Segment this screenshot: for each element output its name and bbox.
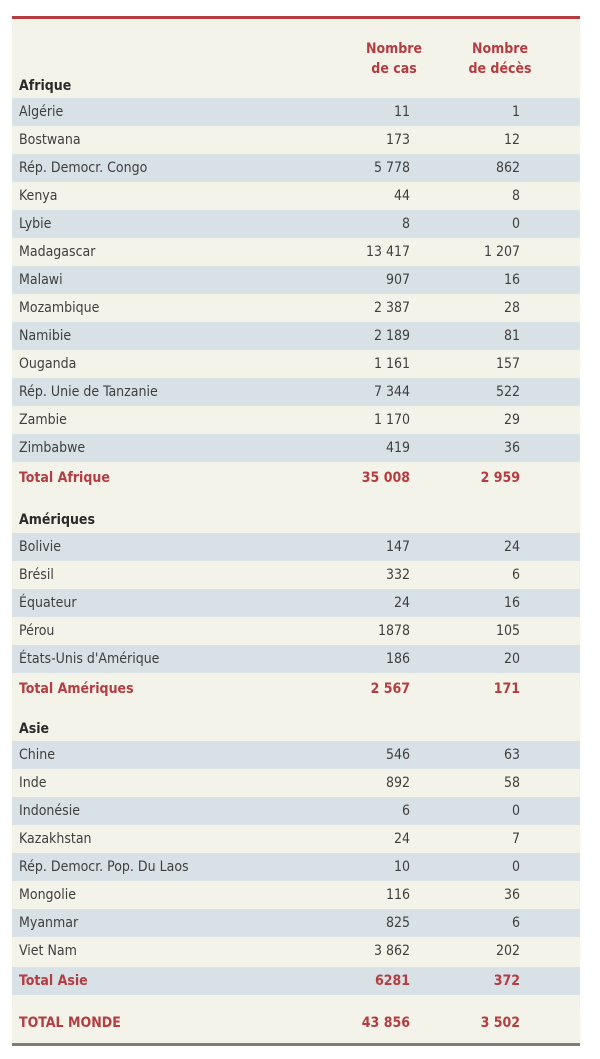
region-total-cases: 6281 — [374, 973, 410, 989]
deaths-value: 6 — [511, 567, 520, 583]
country-name: Zimbabwe — [19, 440, 86, 456]
deaths-value: 20 — [503, 651, 520, 667]
region-total-deaths: 171 — [493, 681, 520, 697]
table-row — [12, 98, 580, 126]
cases-value: 7 344 — [373, 384, 410, 400]
deaths-value: 1 207 — [483, 244, 520, 260]
region-heading: Amériques — [19, 512, 95, 528]
country-name: Myanmar — [19, 915, 79, 931]
deaths-value: 6 — [511, 915, 520, 931]
country-name: États-Unis d'Amérique — [19, 651, 160, 667]
deaths-value: 1 — [511, 104, 520, 120]
region-total-row — [12, 967, 580, 995]
cases-value: 1 170 — [373, 412, 410, 428]
grand-total-cases: 43 856 — [361, 1015, 410, 1031]
deaths-value: 24 — [503, 539, 520, 555]
country-name: Ouganda — [19, 356, 77, 372]
region-total-deaths: 372 — [493, 973, 520, 989]
country-name: Rép. Democr. Congo — [19, 160, 148, 176]
region-total-label: Total Afrique — [19, 470, 110, 486]
country-name: Rép. Democr. Pop. Du Laos — [19, 859, 189, 875]
country-name: Lybie — [19, 216, 52, 232]
deaths-value: 81 — [503, 328, 520, 344]
table-row — [12, 378, 580, 406]
country-name: Inde — [19, 775, 47, 791]
cases-value: 419 — [385, 440, 410, 456]
table-row — [12, 182, 580, 210]
region-total-label: Total Amériques — [19, 681, 134, 697]
table-row — [12, 741, 580, 769]
cases-value: 147 — [385, 539, 410, 555]
table-row — [12, 210, 580, 238]
country-name: Kenya — [19, 188, 58, 204]
table-row — [12, 533, 580, 561]
deaths-value: 12 — [503, 132, 520, 148]
table-row — [12, 266, 580, 294]
region-total-deaths: 2 959 — [480, 470, 520, 486]
table-row — [12, 937, 580, 965]
region-heading: Asie — [19, 721, 50, 737]
cases-value: 11 — [393, 104, 410, 120]
country-name: Madagascar — [19, 244, 96, 260]
deaths-value: 8 — [511, 188, 520, 204]
cases-value: 1878 — [377, 623, 410, 639]
region-total-label: Total Asie — [19, 973, 88, 989]
deaths-value: 202 — [495, 943, 520, 959]
table-row — [12, 406, 580, 434]
deaths-value: 522 — [495, 384, 520, 400]
column-header-cases — [346, 39, 442, 79]
table-row — [12, 294, 580, 322]
country-name: Bolivie — [19, 539, 62, 555]
region-heading: Afrique — [19, 78, 72, 94]
deaths-value: 0 — [511, 859, 520, 875]
deaths-value: 63 — [503, 747, 520, 763]
table-row — [12, 769, 580, 797]
country-name: Malawi — [19, 272, 63, 288]
table-row — [12, 853, 580, 881]
deaths-value: 29 — [503, 412, 520, 428]
country-name: Zambie — [19, 412, 67, 428]
column-header-deaths — [452, 39, 548, 79]
column-header-cases-line2: de cas — [371, 61, 417, 77]
deaths-value: 58 — [503, 775, 520, 791]
deaths-value: 862 — [495, 160, 520, 176]
deaths-value: 16 — [503, 595, 520, 611]
cases-value: 116 — [385, 887, 410, 903]
table-row — [12, 825, 580, 853]
region-total-cases: 35 008 — [361, 470, 410, 486]
cases-value: 1 161 — [373, 356, 410, 372]
cases-value: 907 — [385, 272, 410, 288]
country-name: Indonésie — [19, 803, 80, 819]
deaths-value: 36 — [503, 440, 520, 456]
deaths-value: 0 — [511, 803, 520, 819]
cases-value: 24 — [393, 831, 410, 847]
deaths-value: 7 — [511, 831, 520, 847]
table-row — [12, 154, 580, 182]
country-name: Mongolie — [19, 887, 77, 903]
grand-total-deaths: 3 502 — [480, 1015, 520, 1031]
cases-value: 186 — [385, 651, 410, 667]
country-name: Algérie — [19, 104, 64, 120]
country-name: Rép. Unie de Tanzanie — [19, 384, 158, 400]
deaths-value: 0 — [511, 216, 520, 232]
country-name: Équateur — [19, 595, 77, 611]
table-row — [12, 617, 580, 645]
deaths-value: 157 — [495, 356, 520, 372]
cases-value: 3 862 — [373, 943, 410, 959]
data-table-card — [12, 16, 580, 1046]
table-row — [12, 645, 580, 673]
cases-value: 332 — [385, 567, 410, 583]
cases-value: 2 189 — [373, 328, 410, 344]
country-name: Viet Nam — [19, 943, 77, 959]
table-row — [12, 561, 580, 589]
table-row — [12, 909, 580, 937]
table-row — [12, 881, 580, 909]
table-row — [12, 434, 580, 462]
cases-value: 10 — [393, 859, 410, 875]
table-row — [12, 589, 580, 617]
grand-total-row — [12, 1009, 580, 1037]
cases-value: 24 — [393, 595, 410, 611]
cases-value: 892 — [385, 775, 410, 791]
country-name: Mozambique — [19, 300, 100, 316]
cases-value: 13 417 — [365, 244, 410, 260]
region-total-row — [12, 675, 580, 703]
table-row — [12, 238, 580, 266]
deaths-value: 28 — [503, 300, 520, 316]
country-name: Chine — [19, 747, 56, 763]
column-header-cases-line1: Nombre — [365, 41, 423, 57]
country-name: Bostwana — [19, 132, 81, 148]
deaths-value: 105 — [495, 623, 520, 639]
cases-value: 8 — [401, 216, 410, 232]
cases-value: 825 — [385, 915, 410, 931]
cases-value: 6 — [401, 803, 410, 819]
cases-value: 44 — [393, 188, 410, 204]
cases-value: 546 — [385, 747, 410, 763]
table-row — [12, 126, 580, 154]
country-name: Brésil — [19, 567, 54, 583]
cases-value: 5 778 — [373, 160, 410, 176]
country-name: Pérou — [19, 623, 55, 639]
cases-value: 173 — [385, 132, 410, 148]
table-row — [12, 797, 580, 825]
deaths-value: 16 — [503, 272, 520, 288]
region-total-cases: 2 567 — [370, 681, 410, 697]
country-name: Namibie — [19, 328, 72, 344]
table-row — [12, 350, 580, 378]
country-name: Kazakhstan — [19, 831, 92, 847]
region-total-row — [12, 464, 580, 492]
deaths-value: 36 — [503, 887, 520, 903]
cases-value: 2 387 — [373, 300, 410, 316]
column-header-deaths-line1: Nombre — [471, 41, 529, 57]
column-header-deaths-line2: de décès — [468, 61, 532, 77]
table-row — [12, 322, 580, 350]
grand-total-label: TOTAL MONDE — [19, 1015, 121, 1031]
